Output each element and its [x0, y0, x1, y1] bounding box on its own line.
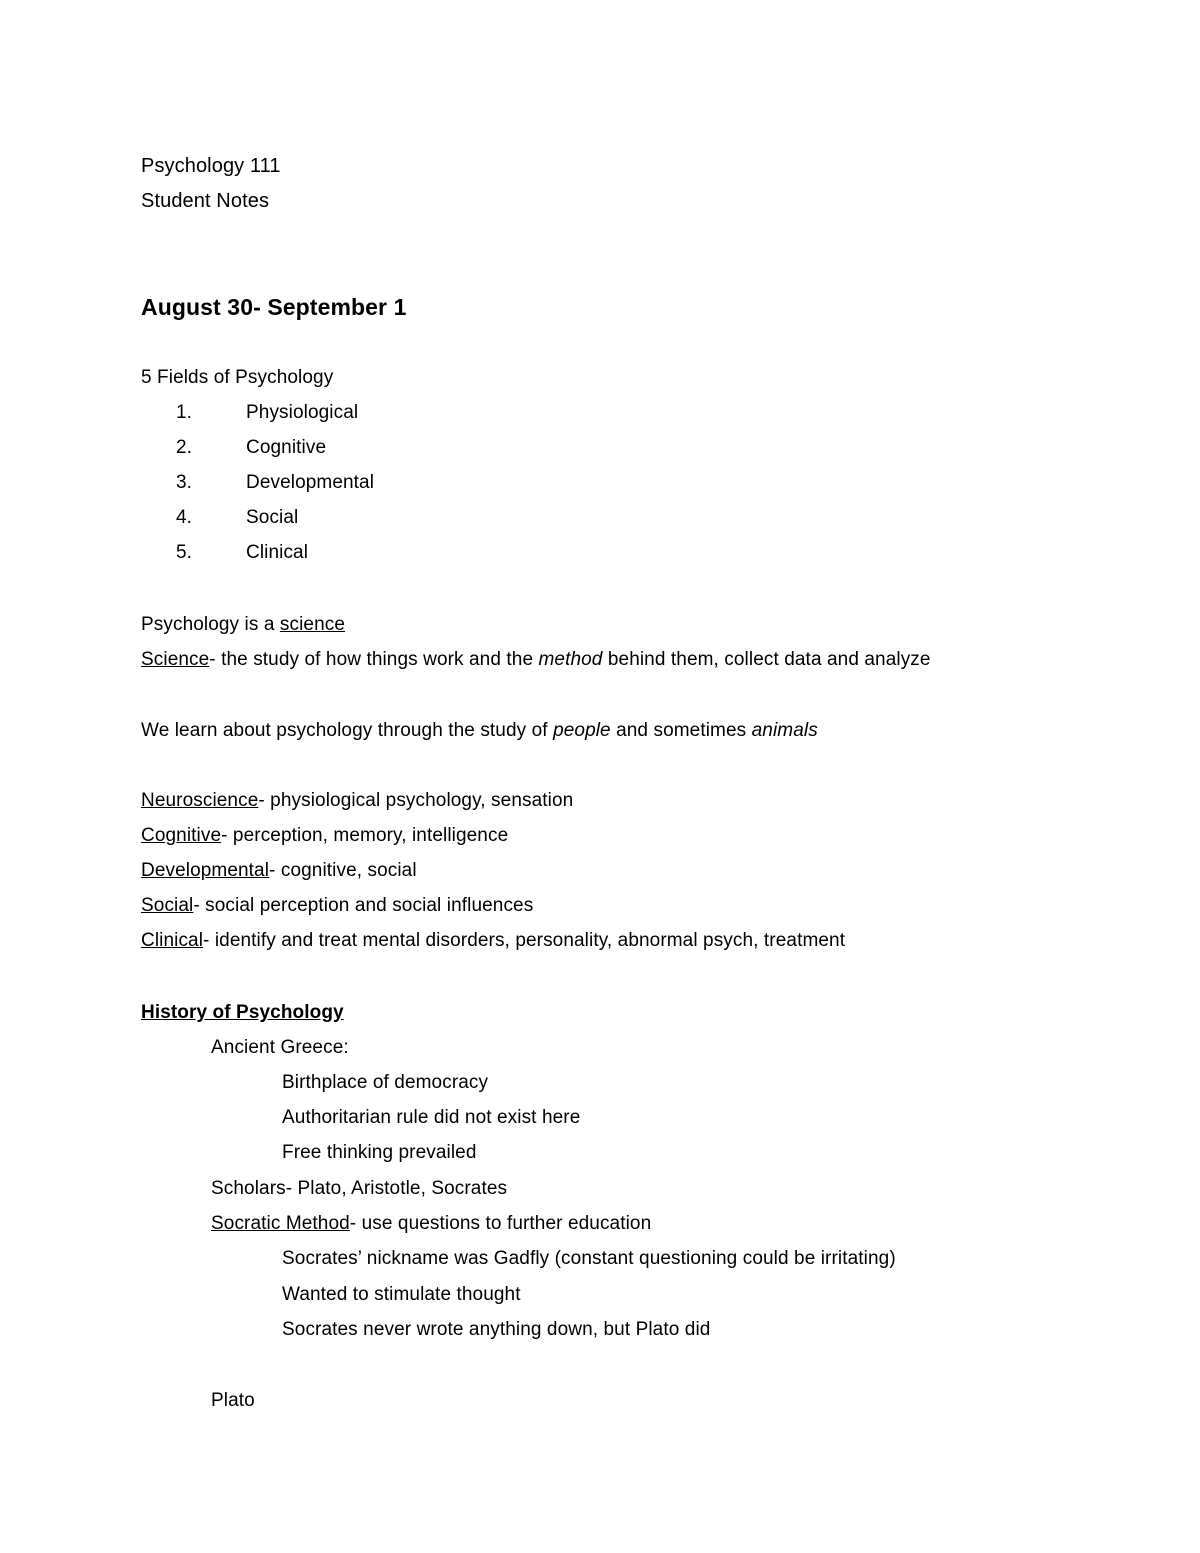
- history-heading: History of Psychology: [141, 1002, 344, 1023]
- plato-heading: Plato: [211, 1390, 255, 1411]
- socratic-method-line: [211, 1212, 651, 1236]
- definition-developmental: [141, 859, 417, 883]
- date-heading: August 30- September 1: [141, 294, 407, 320]
- definition-term: Clinical: [141, 930, 204, 951]
- list-number: 2.: [176, 437, 193, 458]
- learn-emph2: animals: [751, 720, 818, 741]
- definition-term: Developmental: [141, 860, 270, 881]
- learn-part1: We learn about psychology through the study of: [141, 720, 554, 741]
- list-label: Clinical: [246, 542, 309, 563]
- list-number: 1.: [176, 402, 193, 423]
- definition-cognitive: [141, 824, 508, 848]
- science-statement-term: science: [279, 614, 346, 635]
- list-number: 3.: [176, 472, 193, 493]
- science-statement: [141, 613, 345, 637]
- learn-emph1: people: [553, 720, 611, 741]
- list-label: Developmental: [246, 472, 375, 493]
- definition-term: Cognitive: [141, 825, 222, 846]
- list-item: [176, 506, 298, 530]
- science-def-part2: behind them, collect data and analyze: [602, 649, 931, 670]
- document-subtitle: Student Notes: [141, 190, 270, 212]
- definition-text: - cognitive, social: [269, 860, 417, 881]
- learn-statement: [141, 719, 818, 743]
- fields-intro: 5 Fields of Psychology: [141, 367, 334, 388]
- course-title: Psychology 111: [141, 155, 281, 177]
- definition-text: - physiological psychology, sensation: [258, 790, 574, 811]
- list-label: Cognitive: [246, 437, 327, 458]
- socratic-text: - use questions to further education: [349, 1213, 652, 1234]
- definition-social: [141, 894, 533, 918]
- socratic-point: Socrates’ nickname was Gadfly (constant questioning could be irritating): [282, 1248, 896, 1269]
- greece-point: Authoritarian rule did not exist here: [282, 1107, 581, 1128]
- science-statement-prefix: Psychology is a: [141, 614, 280, 635]
- list-label: Physiological: [246, 402, 359, 423]
- list-label: Social: [246, 507, 299, 528]
- science-def-term: Science: [141, 649, 210, 670]
- socratic-point: Wanted to stimulate thought: [282, 1284, 521, 1305]
- list-item: [176, 541, 308, 565]
- definition-text: - perception, memory, intelligence: [221, 825, 509, 846]
- science-def-part1: - the study of how things work and the: [209, 649, 539, 670]
- list-number: 4.: [176, 507, 193, 528]
- science-definition: [141, 648, 931, 672]
- definition-term: Neuroscience: [141, 790, 259, 811]
- list-number: 5.: [176, 542, 193, 563]
- definition-text: - social perception and social influences: [193, 895, 534, 916]
- learn-part2: and sometimes: [610, 720, 752, 741]
- greece-point: Free thinking prevailed: [282, 1142, 477, 1163]
- definition-neuroscience: [141, 789, 573, 813]
- socratic-point: Socrates never wrote anything down, but Plato did: [282, 1319, 711, 1340]
- ancient-greece-heading: Ancient Greece:: [211, 1037, 349, 1058]
- scholars-line: Scholars- Plato, Aristotle, Socrates: [211, 1178, 508, 1199]
- definition-text: - identify and treat mental disorders, personality, abnormal psych, treatment: [203, 930, 846, 951]
- definition-term: Social: [141, 895, 194, 916]
- list-item: [176, 436, 326, 460]
- socratic-term: Socratic Method: [211, 1213, 350, 1234]
- science-def-emph: method: [538, 649, 603, 670]
- greece-point: Birthplace of democracy: [282, 1072, 489, 1093]
- definition-clinical: [141, 929, 845, 953]
- list-item: [176, 401, 358, 425]
- list-item: [176, 471, 374, 495]
